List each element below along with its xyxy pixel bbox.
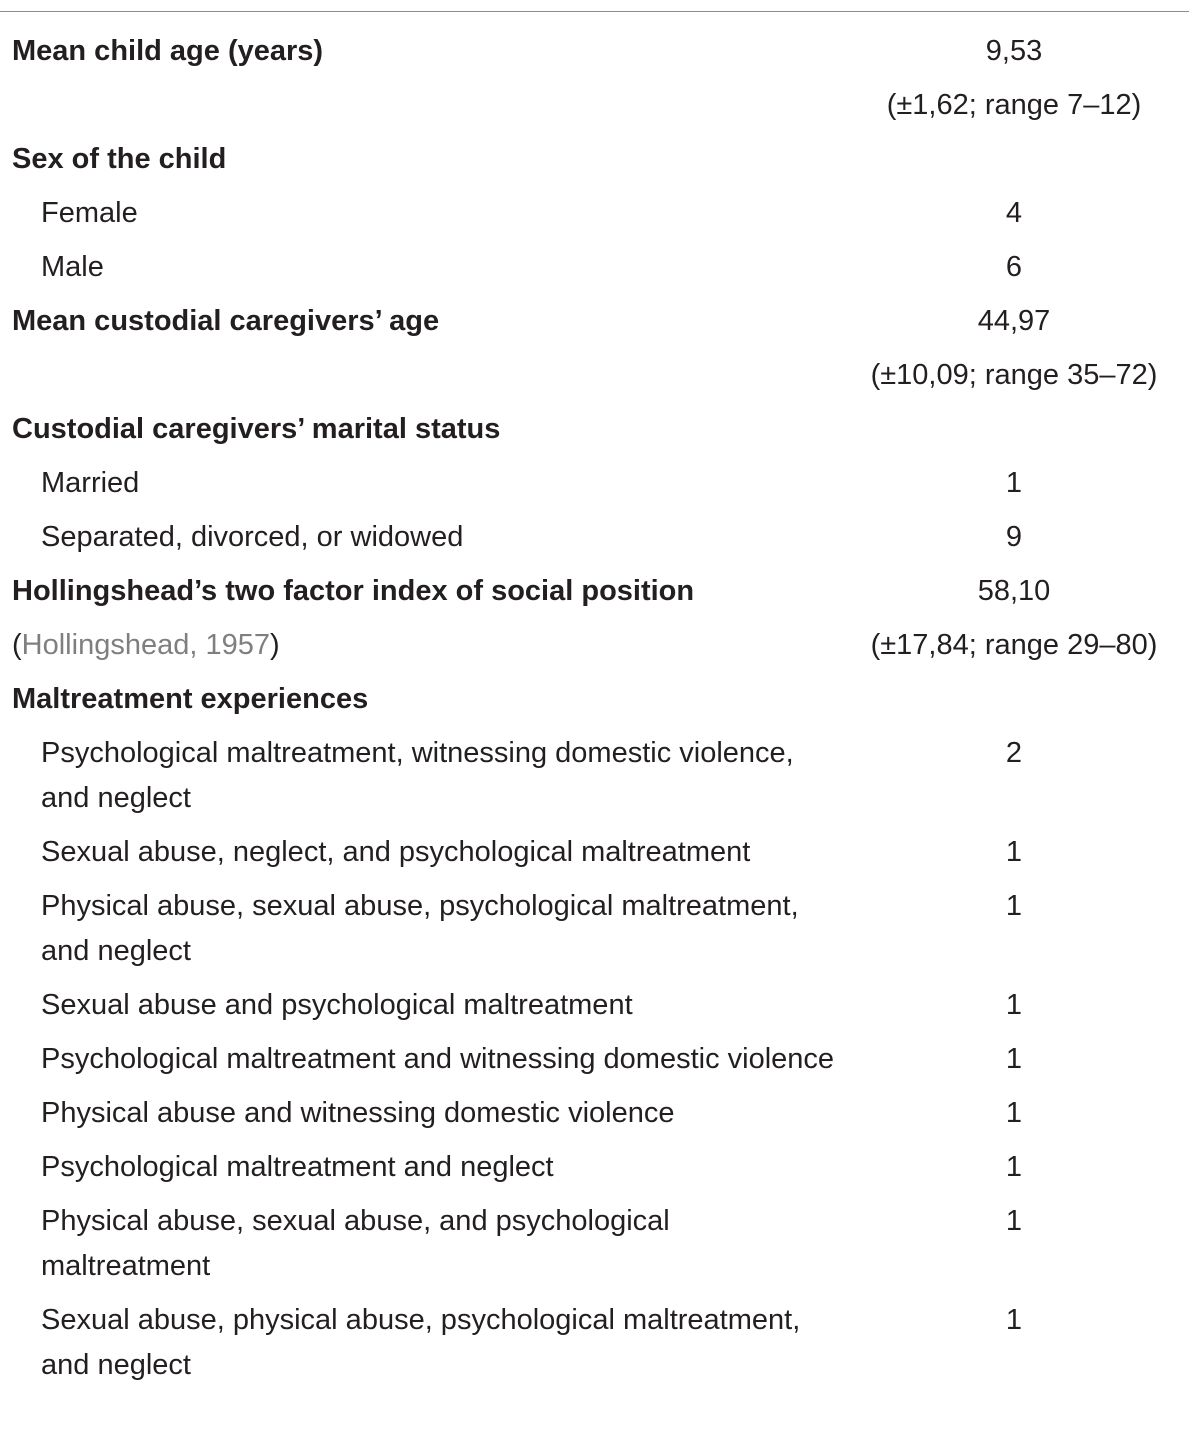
table-row [0, 1087, 1200, 1141]
row-label: Sexual abuse, physical abuse, psychological maltreatment, and neglect [41, 1304, 801, 1381]
row-label: Custodial caregivers’ marital status [12, 413, 501, 445]
table-row [0, 1294, 1200, 1393]
label-suffix: ) [269, 629, 280, 661]
row-label [0, 79, 840, 88]
row-value: 9 [1005, 521, 1023, 553]
citation-link[interactable]: Hollingshead, 1957 [21, 629, 270, 661]
table-row [0, 79, 1200, 133]
row-value [840, 403, 1188, 412]
table-row [0, 241, 1200, 295]
row-label: Male [41, 251, 104, 283]
row-value: 2 [1005, 737, 1023, 769]
row-label: Mean child age (years) [12, 35, 324, 67]
table-row [0, 1141, 1200, 1195]
table-row [0, 880, 1200, 979]
table-row [0, 826, 1200, 880]
row-value: (±17,84; range 29–80) [870, 629, 1158, 661]
row-value: 1 [1005, 890, 1023, 922]
row-label [0, 619, 840, 673]
row-value: 1 [1005, 1151, 1023, 1183]
row-value: 44,97 [977, 305, 1051, 337]
table-row [0, 295, 1200, 349]
row-value: 6 [1005, 251, 1023, 283]
row-value: 1 [1005, 989, 1023, 1021]
row-value: 1 [1005, 1205, 1023, 1237]
row-value [840, 133, 1188, 142]
table-row [0, 511, 1200, 565]
row-value: 1 [1005, 1097, 1023, 1129]
row-value: (±1,62; range 7–12) [886, 89, 1142, 121]
table-row [0, 565, 1200, 619]
row-value: 1 [1005, 836, 1023, 868]
table-row [0, 1033, 1200, 1087]
table-row [0, 403, 1200, 457]
row-label: Married [41, 467, 140, 499]
table-row [0, 133, 1200, 187]
row-value: 1 [1005, 1043, 1023, 1075]
row-label: Sexual abuse, neglect, and psychological maltreatment [41, 836, 751, 868]
row-label: Physical abuse, sexual abuse, psychological maltreatment, and neglect [41, 890, 799, 967]
row-label: Psychological maltreatment and neglect [41, 1151, 554, 1183]
row-value: 9,53 [985, 35, 1043, 67]
row-label: Separated, divorced, or widowed [41, 521, 464, 553]
row-label: Psychological maltreatment, witnessing domestic violence, and neglect [41, 737, 794, 814]
row-label: Psychological maltreatment and witnessing domestic violence [41, 1043, 835, 1075]
table-row [0, 457, 1200, 511]
row-value: 58,10 [977, 575, 1051, 607]
row-label: Maltreatment experiences [12, 683, 369, 715]
row-label: Mean custodial caregivers’ age [12, 305, 440, 337]
label-prefix: ( [12, 629, 22, 661]
row-label: Physical abuse and witnessing domestic violence [41, 1097, 675, 1129]
row-label [0, 349, 840, 358]
row-label: Physical abuse, sexual abuse, and psychological maltreatment [41, 1205, 670, 1282]
table-row [0, 979, 1200, 1033]
demographics-table [0, 25, 1200, 1393]
table-row [0, 619, 1200, 673]
table-row [0, 727, 1200, 826]
row-label: Female [41, 197, 138, 229]
row-label: Sex of the child [12, 143, 227, 175]
table-row [0, 673, 1200, 727]
row-label: Hollingshead’s two factor index of social position [12, 575, 695, 607]
table-row [0, 349, 1200, 403]
top-rule [0, 11, 1189, 12]
row-value: 4 [1005, 197, 1023, 229]
row-value: 1 [1005, 467, 1023, 499]
table-row [0, 187, 1200, 241]
row-value: 1 [1005, 1304, 1023, 1336]
table-row [0, 25, 1200, 79]
row-value [840, 673, 1188, 682]
row-label: Sexual abuse and psychological maltreatment [41, 989, 633, 1021]
table-row [0, 1195, 1200, 1294]
row-value: (±10,09; range 35–72) [870, 359, 1158, 391]
